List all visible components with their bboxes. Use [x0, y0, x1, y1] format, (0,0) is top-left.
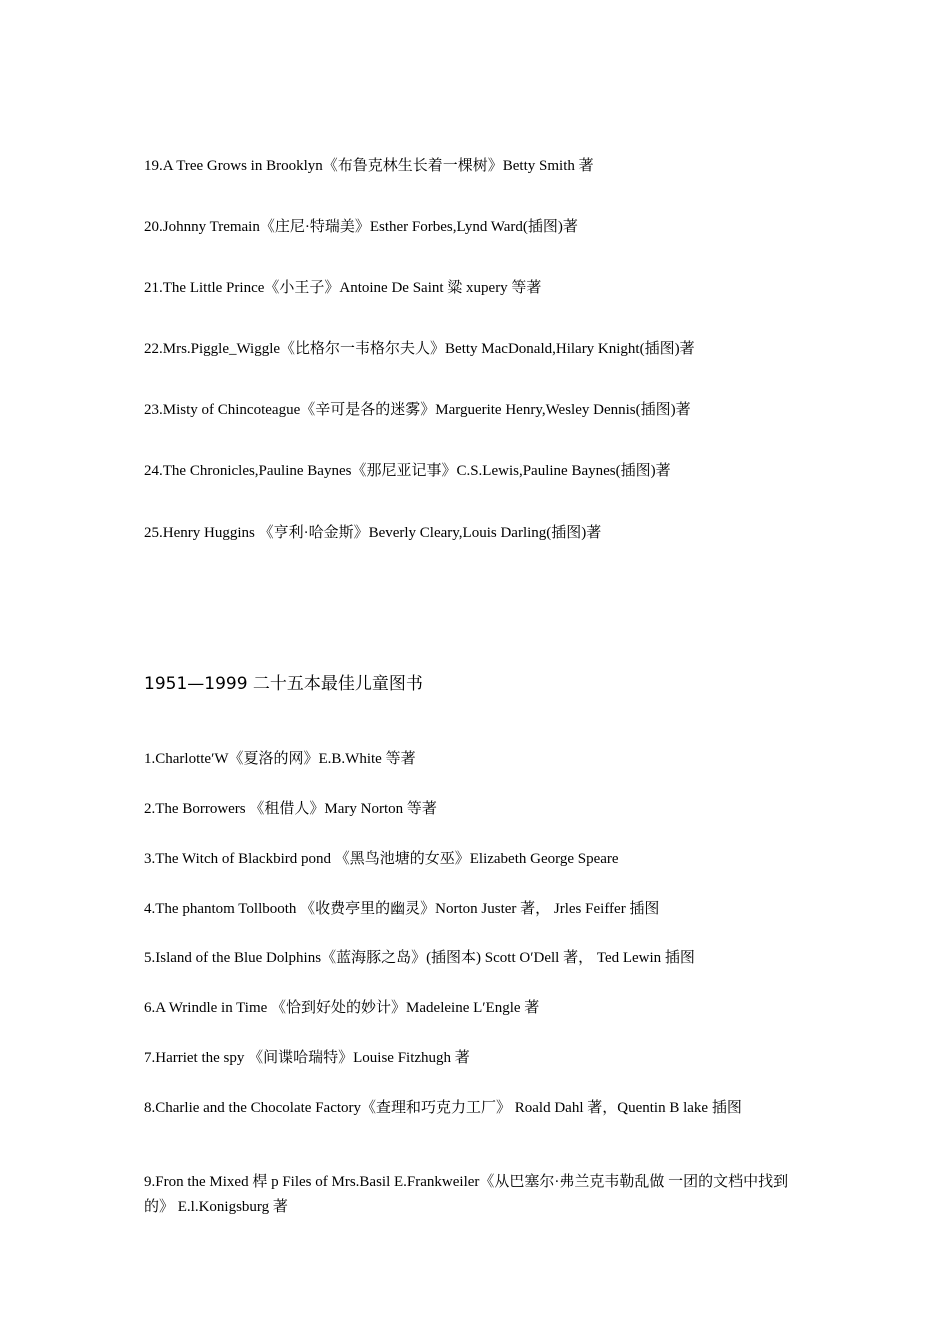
list-item-25: 25.Henry Huggins 《亨利·哈金斯》Beverly Cleary,Louis Darling(插图)著	[144, 525, 602, 541]
list-item-3: 3.The Witch of Blackbird pond 《黑鸟池塘的女巫》Elizabeth George Speare	[144, 851, 619, 867]
list-item-8: 8.Charlie and the Chocolate Factory《查理和巧克力工厂》 Roald Dahl 著，Quentin B lake 插图	[144, 1100, 742, 1116]
list-item-20: 20.Johnny Tremain《庄尼·特瑞美》Esther Forbes,Lynd Ward(插图)著	[144, 219, 578, 235]
list-item-21: 21.The Little Prince《小王子》Antoine De Saint 粱 xupery 等著	[144, 280, 542, 296]
list-item-6: 6.A Wrindle in Time 《恰到好处的妙计》Madeleine L′Engle 著	[144, 1000, 540, 1016]
list-item-19: 19.A Tree Grows in Brooklyn《布鲁克林生长着一棵树》Betty Smith 著	[144, 158, 594, 174]
list-item-1: 1.Charlotte′W《夏洛的网》E.B.White 等著	[144, 751, 416, 767]
list-item-7: 7.Harriet the spy 《间谍哈瑞特》Louise Fitzhugh 著	[144, 1050, 470, 1066]
list-item-23: 23.Misty of Chincoteague《辛可是各的迷雾》Marguerite Henry,Wesley Dennis(插图)著	[144, 402, 691, 418]
section-heading: 1951—1999 二十五本最佳儿童图书	[144, 674, 423, 694]
list-item-24: 24.The Chronicles,Pauline Baynes《那尼亚记事》C.S.Lewis,Pauline Baynes(插图)著	[144, 463, 671, 479]
list-item-2: 2.The Borrowers 《租借人》Mary Norton 等著	[144, 801, 437, 817]
list-item-4: 4.The phantom Tollbooth 《收费亭里的幽灵》Norton Juster 著， Jrles Feiffer 插图	[144, 901, 660, 917]
list-item-9: 9.Fron the Mixed 桿 p Files of Mrs.Basil E.Frankweiler《从巴塞尔·弗兰克韦勒乱做 一团的文档中找到的》 E.l.Konigsburg 著	[144, 1174, 789, 1215]
list-item-22: 22.Mrs.Piggle_Wiggle《比格尔一韦格尔夫人》Betty MacDonald,Hilary Knight(插图)著	[144, 341, 695, 357]
list-item-5: 5.Island of the Blue Dolphins《蓝海豚之岛》(插图本) Scott O′Dell 著， Ted Lewin 插图	[144, 950, 695, 966]
